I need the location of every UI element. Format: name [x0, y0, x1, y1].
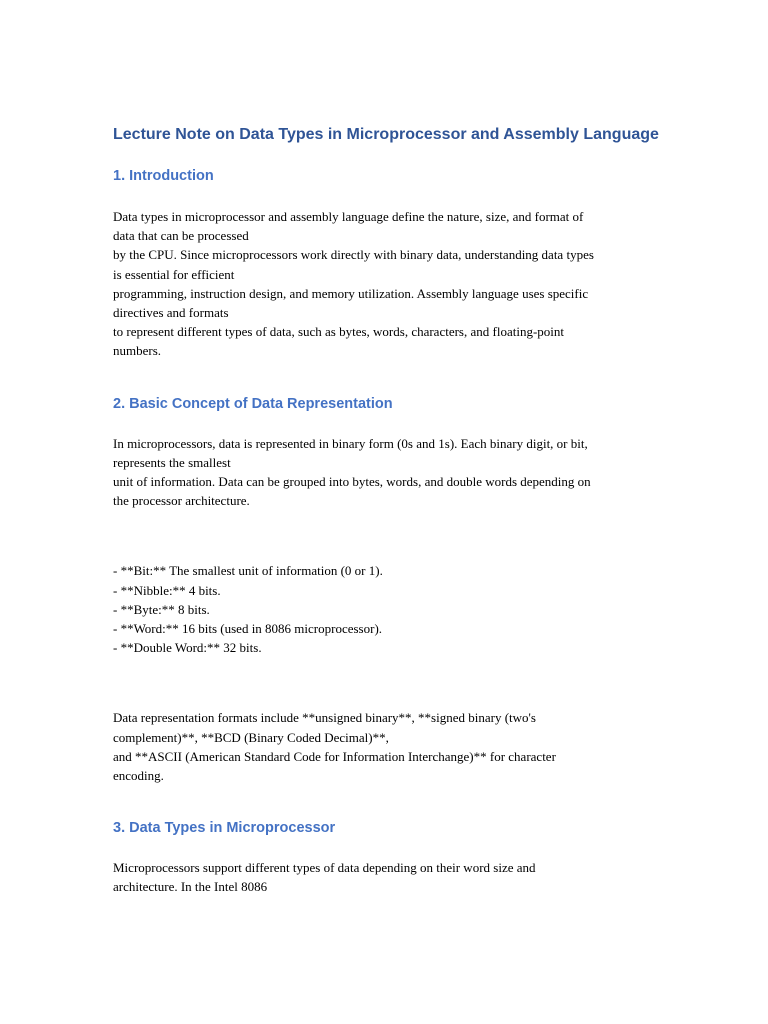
- paragraph-representation-formats: [113, 708, 661, 785]
- paragraph-data-representation: [113, 434, 661, 511]
- list-item: - **Word:** 16 bits (used in 8086 microprocessor).: [113, 621, 383, 637]
- text-line: by the CPU. Since microprocessors work directly with binary data, understanding data types: [113, 247, 594, 263]
- paragraph-introduction: [113, 207, 661, 361]
- text-line: complement)**, **BCD (Binary Coded Decimal)**,: [113, 729, 389, 745]
- text-line: Microprocessors support different types of data depending on their word size and: [113, 860, 536, 876]
- text-line: and **ASCII (American Standard Code for Information Interchange)** for character: [113, 748, 556, 764]
- list-item: - **Nibble:** 4 bits.: [113, 582, 221, 598]
- section-heading-introduction: 1. Introduction: [113, 168, 214, 184]
- list-item: - **Byte:** 8 bits.: [113, 601, 210, 617]
- paragraph-data-types: [113, 858, 661, 896]
- text-line: the processor architecture.: [113, 493, 250, 509]
- text-line: unit of information. Data can be grouped into bytes, words, and double words depending on: [113, 474, 591, 490]
- text-line: encoding.: [113, 768, 164, 784]
- bit-units-list: [113, 561, 661, 657]
- text-line: data that can be processed: [113, 228, 249, 244]
- section-heading-data-types: 3. Data Types in Microprocessor: [113, 820, 336, 837]
- text-line: Data representation formats include **unsigned binary**, **signed binary (two's: [113, 710, 536, 726]
- document-page: [113, 124, 661, 897]
- text-line: In microprocessors, data is represented in binary form (0s and 1s). Each binary digit, or bit,: [113, 435, 588, 451]
- list-item: - **Double Word:** 32 bits.: [113, 640, 262, 656]
- text-line: directives and formats: [113, 305, 229, 321]
- section-heading-data-representation: 2. Basic Concept of Data Representation: [113, 395, 393, 412]
- list-item: - **Bit:** The smallest unit of information (0 or 1).: [113, 563, 383, 579]
- document-title: Lecture Note on Data Types in Microprocessor and Assembly Language: [113, 126, 659, 143]
- text-line: Data types in microprocessor and assembly language define the nature, size, and format of: [113, 209, 584, 224]
- text-line: to represent different types of data, such as bytes, words, characters, and floating-point: [113, 324, 565, 340]
- text-line: programming, instruction design, and memory utilization. Assembly language uses specific: [113, 285, 589, 301]
- text-line: is essential for efficient: [113, 266, 235, 282]
- text-line: numbers.: [113, 343, 162, 359]
- text-line: architecture. In the Intel 8086: [113, 879, 268, 895]
- text-line: represents the smallest: [113, 454, 231, 470]
